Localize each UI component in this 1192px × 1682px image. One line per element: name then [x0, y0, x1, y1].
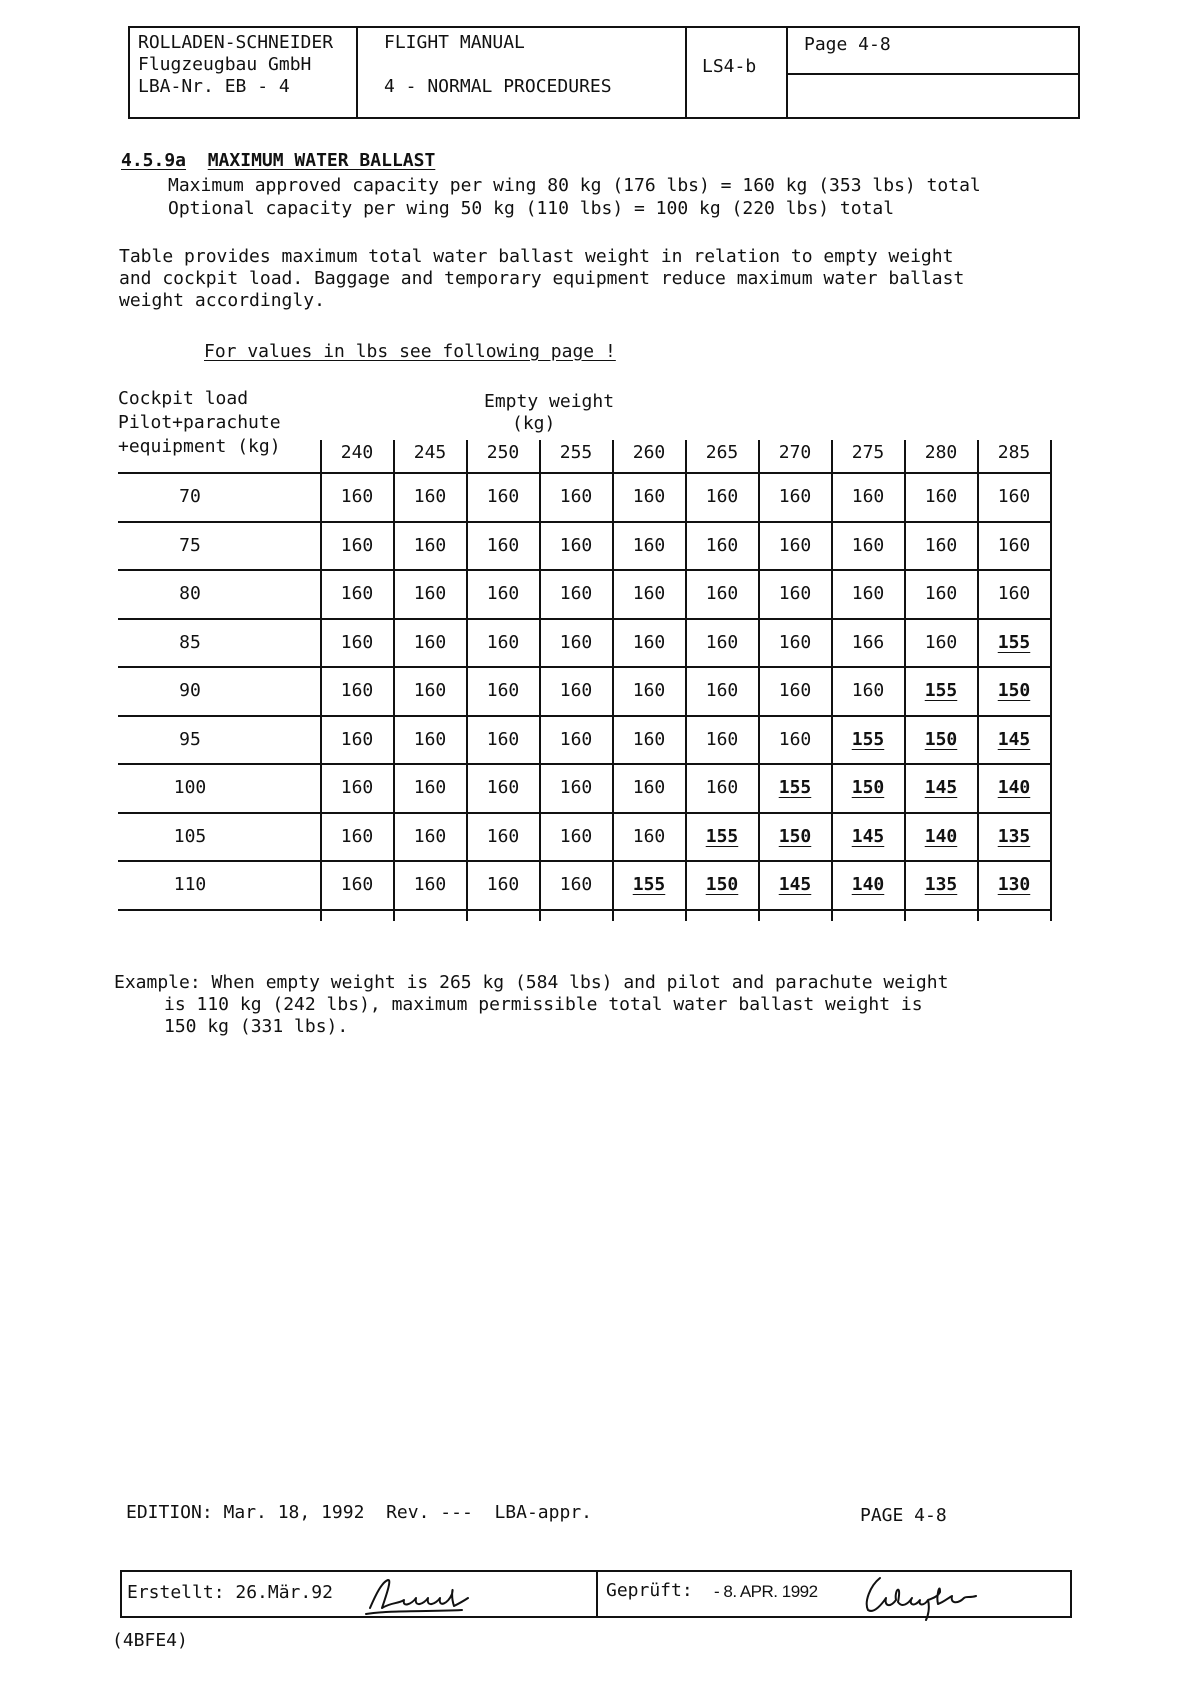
ballast-value-cell: 145 [997, 729, 1031, 750]
ballast-value-cell: 160 [632, 729, 666, 750]
cockpit-load-value: 70 [179, 486, 201, 507]
column-group-unit: (kg) [512, 413, 556, 434]
header-page-number: Page 4-8 [804, 34, 891, 55]
document-code: (4BFE4) [112, 1630, 188, 1651]
lbs-note: For values in lbs see following page ! [204, 341, 616, 362]
ballast-value-cell: 160 [778, 729, 812, 750]
cockpit-load-value: 75 [179, 535, 201, 556]
ballast-value-cell: 140 [924, 826, 958, 847]
model-designation: LS4-b [702, 56, 757, 77]
optional-capacity-line: Optional capacity per wing 50 kg (110 lbs) = 100 kg (220 lbs) total [168, 198, 895, 219]
ballast-value-cell: 150 [997, 680, 1031, 701]
column-group-title: Empty weight [484, 391, 615, 412]
document-header [128, 26, 1080, 119]
ballast-value-cell: 160 [340, 535, 374, 556]
ballast-value-cell: 130 [997, 874, 1031, 895]
ballast-value-cell: 160 [340, 486, 374, 507]
ballast-value-cell: 160 [340, 826, 374, 847]
table-rule [118, 569, 1052, 571]
ballast-value-cell: 140 [997, 777, 1031, 798]
ballast-value-cell: 150 [851, 777, 885, 798]
ballast-value-cell: 160 [632, 680, 666, 701]
ballast-value-cell: 160 [632, 632, 666, 653]
approval-divider [596, 1572, 598, 1616]
ballast-value-cell: 135 [924, 874, 958, 895]
column-header: 265 [705, 442, 739, 463]
ballast-value-cell: 160 [340, 777, 374, 798]
ballast-value-cell: 160 [413, 777, 447, 798]
table-rule [118, 763, 1052, 765]
ballast-value-cell: 160 [559, 680, 593, 701]
column-header: 285 [997, 442, 1031, 463]
ballast-value-cell: 150 [705, 874, 739, 895]
ballast-value-cell: 155 [924, 680, 958, 701]
company-subtitle: Flugzeugbau GmbH [138, 54, 312, 75]
company-name: ROLLADEN-SCHNEIDER [138, 32, 334, 53]
column-header: 255 [559, 442, 593, 463]
ballast-value-cell: 160 [997, 535, 1031, 556]
row-header-label: Cockpit load [118, 388, 249, 409]
ballast-value-cell: 160 [851, 486, 885, 507]
ballast-value-cell: 160 [705, 583, 739, 604]
example-line: is 110 kg (242 lbs), maximum permissible total water ballast weight is [164, 994, 923, 1015]
ballast-value-cell: 160 [559, 826, 593, 847]
ballast-value-cell: 160 [413, 535, 447, 556]
row-header-label: +equipment (kg) [118, 436, 281, 457]
ballast-value-cell: 160 [340, 680, 374, 701]
ballast-value-cell: 160 [413, 826, 447, 847]
cockpit-load-value: 85 [179, 632, 201, 653]
ballast-value-cell: 160 [632, 777, 666, 798]
geprueft-label: Geprüft: [606, 1580, 693, 1601]
example-line: 150 kg (331 lbs). [164, 1016, 349, 1037]
ballast-value-cell: 160 [413, 583, 447, 604]
cockpit-load-value: 95 [179, 729, 201, 750]
ballast-value-cell: 160 [632, 583, 666, 604]
ballast-value-cell: 160 [486, 729, 520, 750]
ballast-value-cell: 160 [705, 486, 739, 507]
ballast-value-cell: 145 [851, 826, 885, 847]
section-title: 4 - NORMAL PROCEDURES [384, 76, 612, 97]
table-rule [1050, 440, 1052, 921]
section-heading [121, 150, 435, 171]
ballast-value-cell: 160 [559, 535, 593, 556]
column-header: 245 [413, 442, 447, 463]
geprueft-date-stamp: - 8. APR. 1992 [714, 1582, 818, 1601]
ballast-value-cell: 160 [486, 777, 520, 798]
ballast-value-cell: 155 [997, 632, 1031, 653]
table-rule [118, 618, 1052, 620]
ballast-value-cell: 160 [340, 583, 374, 604]
signature-icon [362, 1574, 482, 1618]
ballast-value-cell: 140 [851, 874, 885, 895]
ballast-value-cell: 160 [997, 486, 1031, 507]
ballast-value-cell: 160 [778, 632, 812, 653]
table-rule [118, 812, 1052, 814]
ballast-value-cell: 160 [340, 632, 374, 653]
column-header: 240 [340, 442, 374, 463]
ballast-value-cell: 160 [413, 632, 447, 653]
ballast-value-cell: 145 [778, 874, 812, 895]
ballast-value-cell: 160 [924, 486, 958, 507]
ballast-value-cell: 160 [705, 535, 739, 556]
cockpit-load-value: 100 [173, 777, 207, 798]
ballast-value-cell: 145 [924, 777, 958, 798]
ballast-value-cell: 160 [559, 583, 593, 604]
column-header: 270 [778, 442, 812, 463]
ballast-value-cell: 160 [924, 583, 958, 604]
column-header: 260 [632, 442, 666, 463]
ballast-value-cell: 160 [851, 535, 885, 556]
ballast-value-cell: 160 [778, 486, 812, 507]
ballast-value-cell: 160 [559, 486, 593, 507]
column-header: 275 [851, 442, 885, 463]
max-capacity-line: Maximum approved capacity per wing 80 kg (176 lbs) = 160 kg (353 lbs) total [168, 175, 981, 196]
manual-title: FLIGHT MANUAL [384, 32, 525, 53]
table-rule [118, 860, 1052, 862]
ballast-value-cell: 160 [559, 777, 593, 798]
ballast-value-cell: 155 [778, 777, 812, 798]
example-line: Example: When empty weight is 265 kg (584 lbs) and pilot and parachute weight [114, 972, 949, 993]
section-number: 4.5.9a [121, 150, 187, 171]
description-line: weight accordingly. [119, 290, 325, 311]
header-divider [786, 73, 1078, 75]
ballast-value-cell: 160 [705, 729, 739, 750]
header-divider [685, 28, 687, 117]
row-header-label: Pilot+parachute [118, 412, 281, 433]
ballast-value-cell: 160 [413, 874, 447, 895]
ballast-value-cell: 160 [486, 486, 520, 507]
ballast-value-cell: 160 [413, 729, 447, 750]
ballast-value-cell: 160 [705, 632, 739, 653]
ballast-value-cell: 135 [997, 826, 1031, 847]
ballast-value-cell: 160 [778, 535, 812, 556]
description-line: and cockpit load. Baggage and temporary equipment reduce maximum water ballast [119, 268, 965, 289]
cockpit-load-value: 80 [179, 583, 201, 604]
column-header: 280 [924, 442, 958, 463]
ballast-value-cell: 160 [486, 874, 520, 895]
ballast-value-cell: 160 [559, 874, 593, 895]
ballast-value-cell: 155 [851, 729, 885, 750]
ballast-value-cell: 160 [632, 535, 666, 556]
ballast-value-cell: 160 [632, 826, 666, 847]
ballast-value-cell: 160 [851, 583, 885, 604]
column-header: 250 [486, 442, 520, 463]
ballast-value-cell: 160 [997, 583, 1031, 604]
ballast-value-cell: 160 [486, 535, 520, 556]
ballast-value-cell: 160 [924, 535, 958, 556]
erstellt-label: Erstellt: 26.Mär.92 [127, 1582, 333, 1603]
ballast-value-cell: 160 [705, 680, 739, 701]
ballast-value-cell: 160 [340, 874, 374, 895]
section-heading-title: MAXIMUM WATER BALLAST [207, 150, 436, 171]
ballast-value-cell: 160 [705, 777, 739, 798]
ballast-value-cell: 160 [851, 680, 885, 701]
table-rule [118, 666, 1052, 668]
cockpit-load-value: 90 [179, 680, 201, 701]
approval-box [120, 1570, 1072, 1618]
ballast-value-cell: 160 [413, 680, 447, 701]
ballast-value-cell: 160 [486, 680, 520, 701]
description-line: Table provides maximum total water ballast weight in relation to empty weight [119, 246, 954, 267]
cockpit-load-value: 110 [173, 874, 207, 895]
ballast-value-cell: 155 [632, 874, 666, 895]
table-rule [118, 472, 1052, 474]
footer-page-number: PAGE 4-8 [860, 1505, 947, 1526]
ballast-value-cell: 160 [413, 486, 447, 507]
ballast-value-cell: 160 [340, 729, 374, 750]
ballast-value-cell: 160 [924, 632, 958, 653]
edition-line: EDITION: Mar. 18, 1992 Rev. --- LBA-appr. [126, 1502, 592, 1523]
ballast-value-cell: 150 [924, 729, 958, 750]
ballast-value-cell: 155 [705, 826, 739, 847]
signature-icon [858, 1572, 998, 1622]
ballast-value-cell: 160 [778, 680, 812, 701]
ballast-value-cell: 160 [778, 583, 812, 604]
ballast-value-cell: 160 [559, 632, 593, 653]
ballast-value-cell: 160 [632, 486, 666, 507]
ballast-value-cell: 160 [486, 826, 520, 847]
table-rule [118, 909, 1052, 911]
ballast-value-cell: 160 [486, 583, 520, 604]
ballast-value-cell: 166 [851, 632, 885, 653]
ballast-value-cell: 160 [559, 729, 593, 750]
cockpit-load-value: 105 [173, 826, 207, 847]
table-rule [118, 715, 1052, 717]
ballast-value-cell: 150 [778, 826, 812, 847]
header-divider [356, 28, 358, 117]
ballast-value-cell: 160 [486, 632, 520, 653]
lba-number: LBA-Nr. EB - 4 [138, 76, 290, 97]
table-rule [118, 521, 1052, 523]
